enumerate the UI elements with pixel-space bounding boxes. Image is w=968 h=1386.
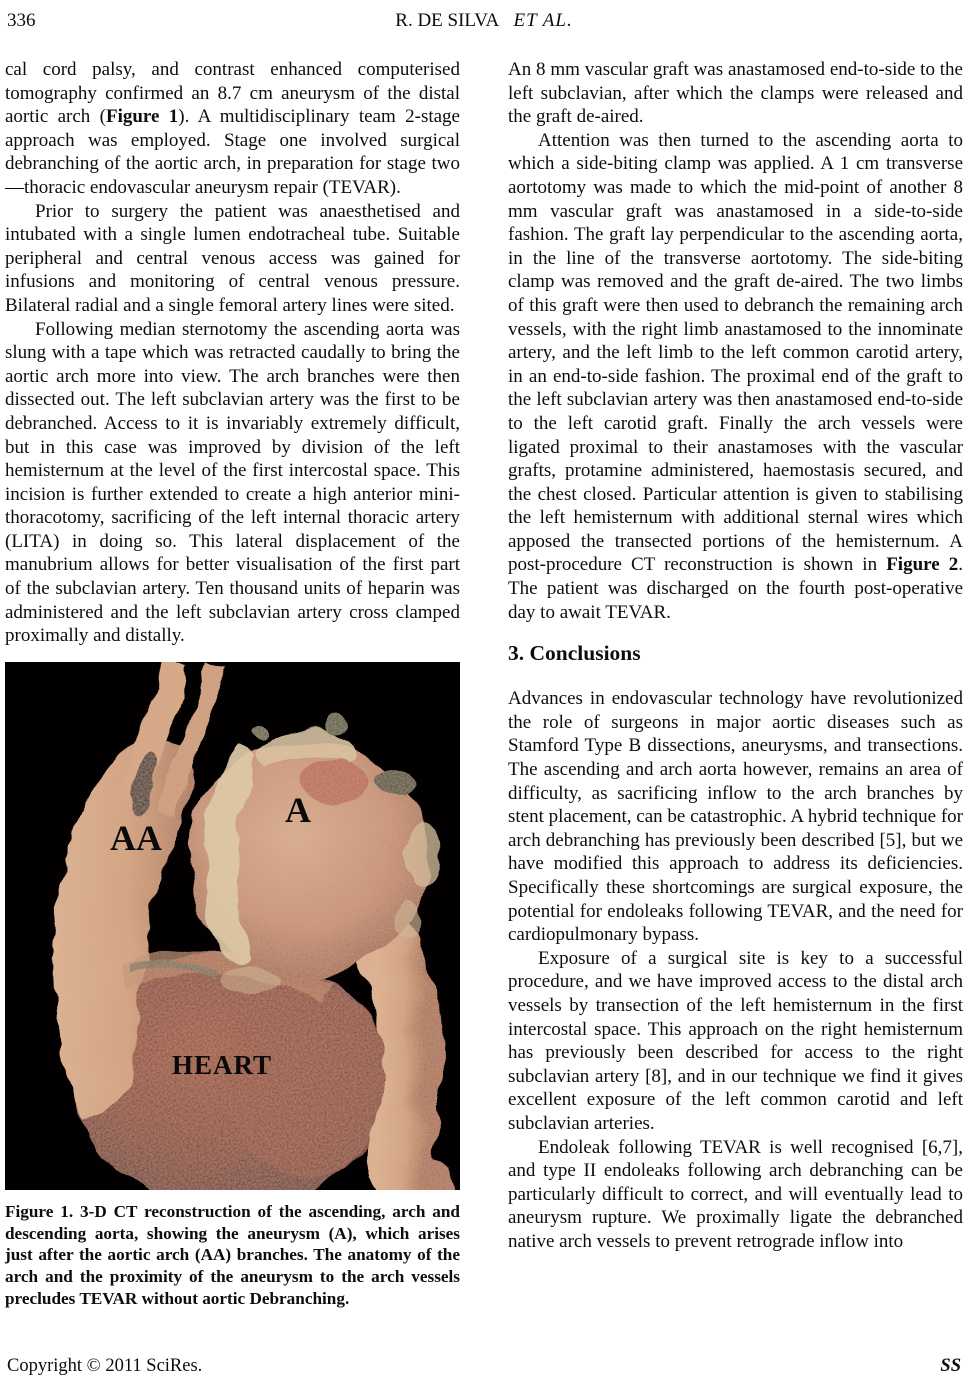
paragraph: Endoleak following TEVAR is well recognised [6,7], and type II endoleaks following arch debranching can be particularly difficult to correct, and will eventually lead to aneurysm rupture. We proximally ligate the debranched native arch vessels to prevent retrograde inflow into — [508, 1136, 963, 1252]
conclusions-heading: 3. Conclusions — [508, 641, 641, 666]
running-etal: ET AL. — [513, 10, 573, 31]
ct-reconstruction-image — [5, 662, 460, 1190]
running-author: R. DE SILVA — [395, 10, 500, 31]
journal-code: SS — [940, 1356, 961, 1376]
paragraph: Exposure of a surgical site is key to a successful procedure, and we have improved access to the distal arch vessels by transection of the left hemisternum in the first intercostal space. This approach on the right hemisternum has previously been described for access to the right subclavian artery [8], and in our technique we find it gives excellent exposure of the left common carotid and left subclavian arteries. — [508, 947, 963, 1134]
left-column — [5, 58, 460, 1309]
paragraph-text: Attention was then turned to the ascending aorta to which a side-biting clamp was applied. A 1 cm transverse aortotomy was made to which the mid-point of another 8 mm vascular graft was anastamosed in a side-to-side fashion. The graft lay perpendicular to the ascending aorta, in the line of the transverse aortotomy. The side-biting clamp was removed and the graft de-aired. The two limbs of this graft were then used to debranch the remaining arch vessels, with the right limb anastamosed to the innominate artery, and the left limb to the left common carotid artery, in an end-to-side fashion. The proximal end of the graft to the left subclavian artery was then anastamosed end-to-side to the left carotid graft. Finally the arch vessels were ligated proximal to their anastamoses with the vascular grafts, protamine administered, haemostasis secured, and the chest closed. Particular attention is given to stabilising the left hemisternum with additional sternal wires which apposed the transected portions of the hemisternum. A post-procedure CT reconstruction is shown in — [508, 129, 963, 576]
running-title — [5, 10, 963, 32]
label-aortic-arch: AA — [110, 817, 162, 858]
figure-caption: Figure 1. 3-D CT reconstruction of the ascending, arch and descending aorta, showing the aneurysm (A), which arises just after the aortic arch (AA) branches. The anatomy of the arch and the proximity of the aneurysm to the arch vessels precludes TEVAR without aortic Debranching. — [5, 1201, 460, 1308]
right-column — [508, 58, 963, 1309]
paragraph: Prior to surgery the patient was anaesthetised and intubated with a single lumen endotracheal tube. Suitable peripheral and central venous access was gained for infusions and monitoring of central venous pressure. Bilateral radial and a single femoral artery lines were sited. — [5, 200, 460, 316]
page-header — [5, 10, 963, 36]
paragraph: Following median sternotomy the ascending aorta was slung with a tape which was retracted caudally to bring the aortic arch more into view. The arch branches were then dissected out. The left subclavian artery was the first to be debranched. Access to it is invariably extremely difficult, but in this case was improved by division of the left hemisternum at the level of the first intercostal space. This incision is further extended to create a high anterior mini-thoracotomy, sacrificing of the left internal thoracic artery (LITA) in doing so. This lateral displacement of the manubrium allows for better visualisation of the first part of the subclavian artery. Ten thousand units of heparin was administered and the left subclavian artery cross clamped proximally and distally. — [5, 318, 460, 647]
page-number: 336 — [7, 10, 36, 31]
paragraph-text: cal cord palsy, and contrast enhanced computerised tomography confirmed an 8.7 cm aneurysm of the distal aortic arch ( — [5, 59, 460, 128]
figure1-reference: Figure 1 — [105, 106, 179, 128]
paragraph: Advances in endovascular technology have revolutionized the role of surgeons in major aortic diseases such as Stamford Type B dissections, aneurysms, and transections. The ascending and arch aorta however, remains an area of difficulty, as sacrificing inflow to the arch branches by stent placement, can be catastrophic. A hybrid technique for arch debranching has previously been described [5], but we have modified this approach to address its deficiencies. Specifically these shortcomings are surgical exposure, the potential for endoleaks following TEVAR, and the need for cardiopulmonary bypass. — [508, 688, 963, 946]
paragraph-text: . The patient was discharged on the fourth post-operative day to await TEVAR. — [508, 554, 964, 623]
figure2-reference: Figure 2 — [886, 554, 959, 576]
two-column-body — [5, 58, 963, 1309]
label-heart: HEART — [172, 1049, 273, 1080]
paragraph — [508, 129, 963, 624]
paragraph — [5, 58, 460, 200]
figure-1 — [5, 662, 460, 1310]
label-aneurysm: A — [285, 789, 311, 830]
paragraph: An 8 mm vascular graft was anastamosed end-to-side to the left subclavian, after which the clamps were released and the graft de-aired. — [508, 59, 963, 128]
copyright-text: Copyright © 2011 SciRes. — [7, 1356, 203, 1376]
paragraph-text: ). A multidisciplinary team 2-stage approach was employed. Stage one involved surgical debranching of the aortic arch, in preparation for stage two—thoracic endovascular aneurysm repair (TEVAR). — [5, 106, 460, 198]
